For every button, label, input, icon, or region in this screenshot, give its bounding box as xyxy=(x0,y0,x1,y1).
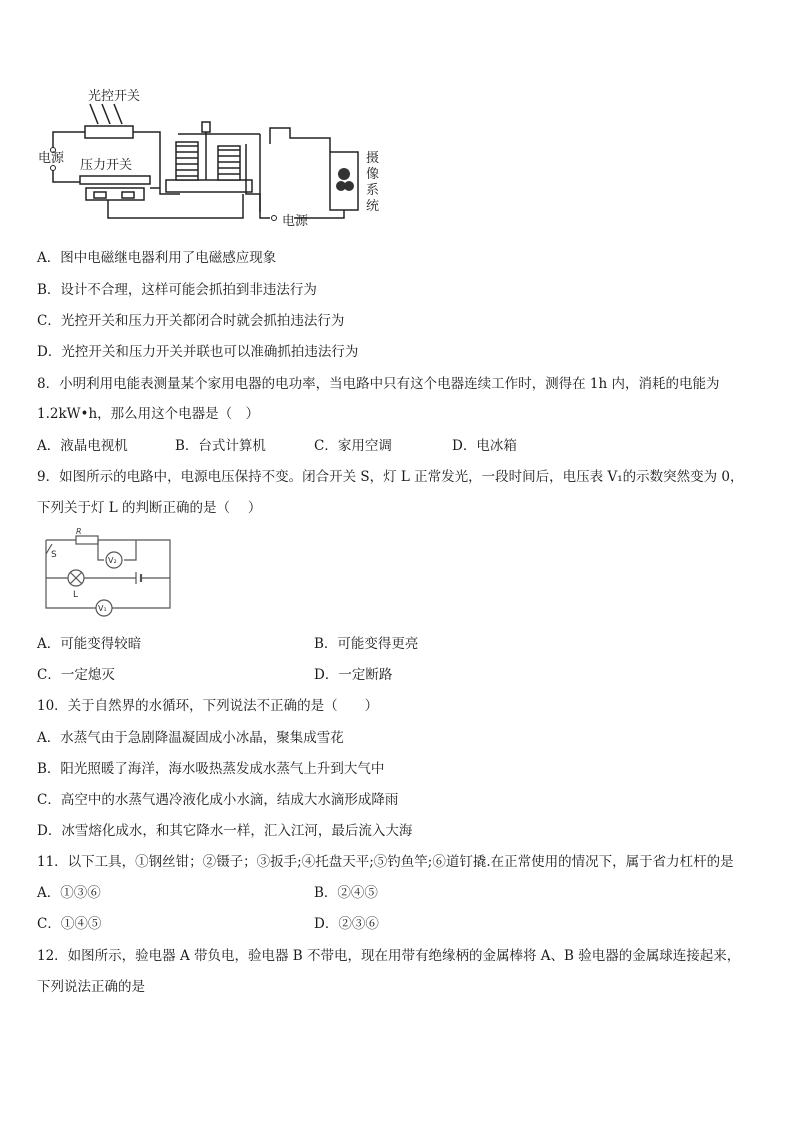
switch-s-label: S xyxy=(51,550,57,560)
voltmeter-v1-label: V₁ xyxy=(98,604,107,613)
q10-option-c: C．高空中的水蒸气遇冷液化成小水滴，结成大水滴形成降雨 xyxy=(37,792,399,808)
camera-label-3: 系 xyxy=(366,183,380,198)
relay-circuit-figure xyxy=(38,82,398,232)
q10-option-b: B．阳光照暖了海洋，海水吸热蒸发成水蒸气上升到大气中 xyxy=(37,761,385,777)
q9-option-c: C．一定熄灭 xyxy=(37,667,115,683)
q12-stem-line2: 下列说法正确的是 xyxy=(37,979,145,995)
q9-stem-line1: 9．如图所示的电路中，电源电压保持不变。闭合开关 S，灯 L 正常发光，一段时间后，电压表 V₁的示数突然变为 0， xyxy=(37,469,744,485)
q10-option-d: D．冰雪熔化成水，和其它降水一样，汇入江河，最后流入大海 xyxy=(37,823,413,839)
light-switch-label: 光控开关 xyxy=(88,89,141,104)
q12-stem-line1: 12．如图所示，验电器 A 带负电，验电器 B 不带电，现在用带有绝缘柄的金属棒将 A、B 验电器的金属球连接起来， xyxy=(37,948,741,964)
q8-stem-line1: 8．小明利用电能表测量某个家用电器的电功率，当电路中只有这个电器连续工作时，测得在 1h 内，消耗的电能为 xyxy=(37,376,720,392)
q9-option-a: A．可能变得较暗 xyxy=(37,636,142,652)
q10-option-a: A．水蒸气由于急剧降温凝固成小冰晶，聚集成雪花 xyxy=(37,730,344,746)
q8-option-d: D．电冰箱 xyxy=(452,438,517,454)
camera-label-2: 像 xyxy=(366,167,380,182)
q8-option-a: A．液晶电视机 xyxy=(37,438,128,454)
q8-option-c: C．家用空调 xyxy=(314,438,392,454)
q7-option-c: C．光控开关和压力开关都闭合时就会抓拍违法行为 xyxy=(37,313,345,329)
lamp-l-label: L xyxy=(73,590,79,600)
q7-option-d: D．光控开关和压力开关并联也可以准确抓拍违法行为 xyxy=(37,344,359,360)
q9-option-d: D．一定断路 xyxy=(314,667,393,683)
q10-stem: 10．关于自然界的水循环，下列说法不正确的是（ ） xyxy=(37,698,379,714)
camera-label-4: 统 xyxy=(366,199,380,214)
resistor-r-label: R xyxy=(76,527,82,536)
q11-stem: 11．以下工具，①钢丝钳；②镊子；③扳手;④托盘天平;⑤钓鱼竿;⑥道钉撬.在正常使用的情况下，属于省力杠杆的是 xyxy=(37,854,734,870)
power-bottom-label: 电源 xyxy=(282,214,309,229)
q7-option-b: B．设计不合理，这样可能会抓拍到非违法行为 xyxy=(37,282,317,298)
q11-option-a: A．①③⑥ xyxy=(37,885,101,901)
q11-option-b: B．②④⑤ xyxy=(314,885,378,901)
voltmeter-v2-label: V₂ xyxy=(108,556,117,565)
q9-stem-line2: 下列关于灯 L 的判断正确的是（ ） xyxy=(37,500,262,516)
power-left-label: 电源 xyxy=(38,151,65,166)
q11-option-d: D．②③⑥ xyxy=(314,916,379,932)
camera-label-1: 摄 xyxy=(366,151,380,166)
q8-stem-line2: 1.2kW•h，那么用这个电器是（ ） xyxy=(37,406,260,422)
q8-option-b: B．台式计算机 xyxy=(175,438,266,454)
q9-circuit-figure xyxy=(38,527,178,618)
pressure-switch-label: 压力开关 xyxy=(80,158,133,173)
q9-option-b: B．可能变得更亮 xyxy=(314,636,419,652)
q7-option-a: A．图中电磁继电器利用了电磁感应现象 xyxy=(37,250,277,266)
q11-option-c: C．①④⑤ xyxy=(37,916,102,932)
